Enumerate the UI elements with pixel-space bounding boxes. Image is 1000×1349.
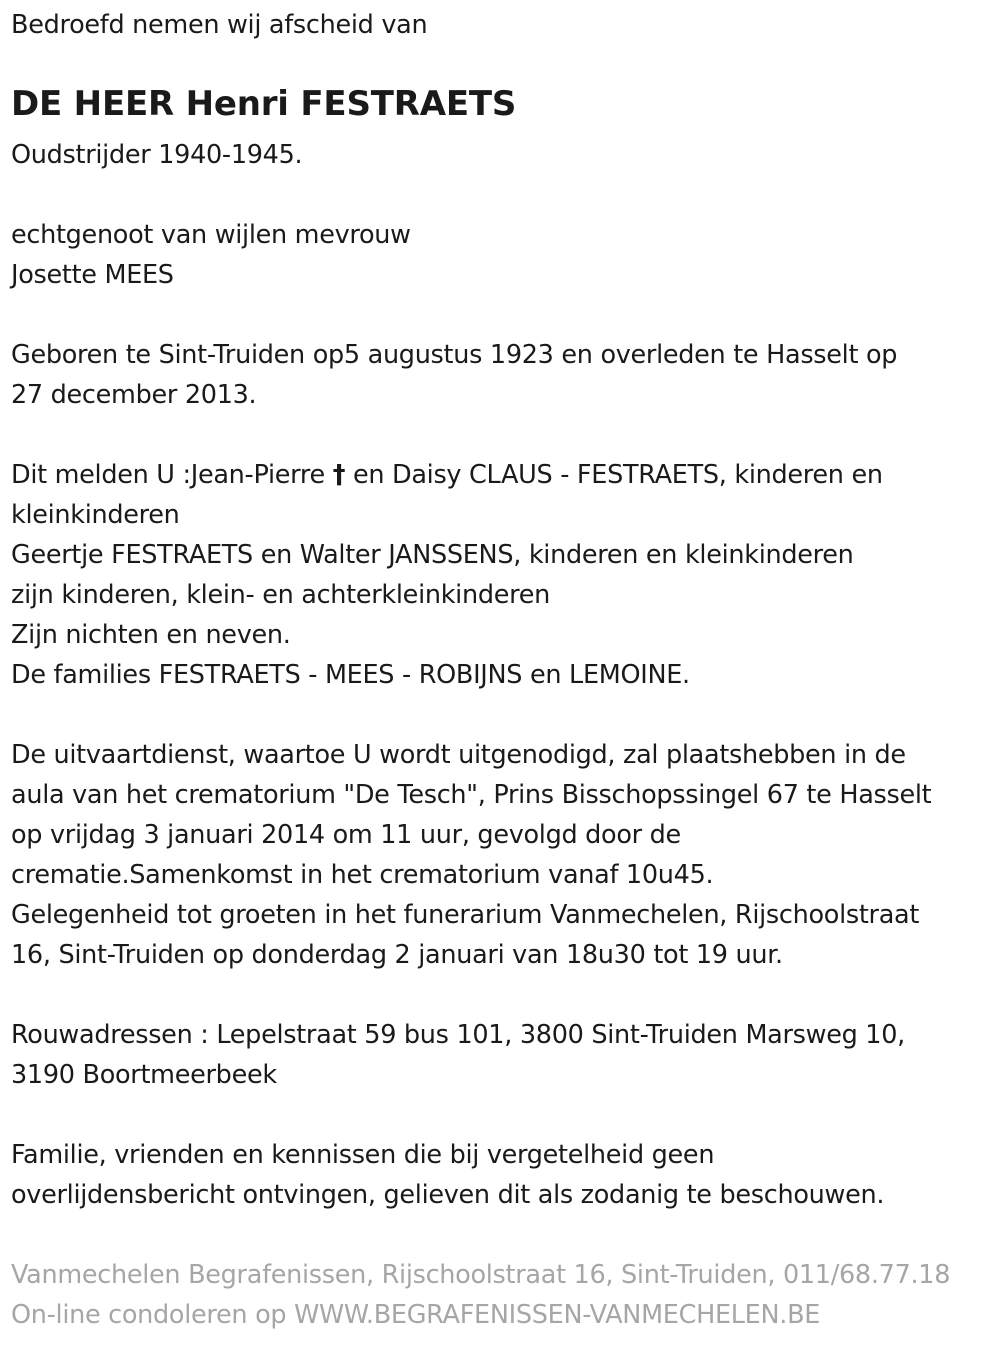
spouse-line: Josette MEES xyxy=(11,260,174,290)
service-line: aula van het crematorium "De Tesch", Prins Bisschopssingel 67 te Hasselt xyxy=(11,780,932,810)
family-line-part: en Daisy CLAUS - FESTRAETS, kinderen en xyxy=(345,460,883,490)
address-line: Rouwadressen : Lepelstraat 59 bus 101, 3800 Sint-Truiden Marsweg 10, xyxy=(11,1020,905,1050)
closing-line: overlijdensbericht ontvingen, gelieven dit als zodanig te beschouwen. xyxy=(11,1180,885,1210)
deceased-name: DE HEER Henri FESTRAETS xyxy=(11,84,517,124)
family-line: Zijn nichten en neven. xyxy=(11,620,291,650)
service-line: op vrijdag 3 januari 2014 om 11 uur, gevolgd door de xyxy=(11,820,681,850)
service-line: crematie.Samenkomst in het crematorium vanaf 10u45. xyxy=(11,860,714,890)
birth-death-line: 27 december 2013. xyxy=(11,380,257,410)
service-line: De uitvaartdienst, waartoe U wordt uitgenodigd, zal plaatshebben in de xyxy=(11,740,906,770)
family-line: De families FESTRAETS - MEES - ROBIJNS en LEMOINE. xyxy=(11,660,690,690)
footer-contact: Vanmechelen Begrafenissen, Rijschoolstraat 16, Sint-Truiden, 011/68.77.18 xyxy=(11,1260,951,1290)
service-line: Gelegenheid tot groeten in het funerarium Vanmechelen, Rijschoolstraat xyxy=(11,900,920,930)
intro-text: Bedroefd nemen wij afscheid van xyxy=(11,10,428,40)
deceased-title: Oudstrijder 1940-1945. xyxy=(11,140,303,170)
family-line xyxy=(11,455,883,495)
closing-line: Familie, vrienden en kennissen die bij vergetelheid geen xyxy=(11,1140,715,1170)
family-line: zijn kinderen, klein- en achterkleinkinderen xyxy=(11,580,550,610)
spouse-line: echtgenoot van wijlen mevrouw xyxy=(11,220,411,250)
closing-block xyxy=(11,1135,884,1215)
family-block xyxy=(11,455,883,695)
funeral-home-footer xyxy=(11,1255,950,1335)
cross-icon: † xyxy=(332,460,346,490)
family-line: Geertje FESTRAETS en Walter JANSSENS, kinderen en kleinkinderen xyxy=(11,540,854,570)
family-line-part: Dit melden U :Jean-Pierre xyxy=(11,460,333,490)
service-line: 16, Sint-Truiden op donderdag 2 januari van 18u30 tot 19 uur. xyxy=(11,940,783,970)
birth-death-block xyxy=(11,335,897,415)
spouse-block xyxy=(11,215,411,295)
address-line: 3190 Boortmeerbeek xyxy=(11,1060,277,1090)
mourning-address-block xyxy=(11,1015,905,1095)
service-block xyxy=(11,735,931,975)
title-block xyxy=(11,135,302,175)
footer-condolence-link[interactable]: On-line condoleren op WWW.BEGRAFENISSEN-VANMECHELEN.BE xyxy=(11,1300,821,1330)
birth-death-line: Geboren te Sint-Truiden op5 augustus 1923 en overleden te Hasselt op xyxy=(11,340,898,370)
family-line: kleinkinderen xyxy=(11,500,180,530)
